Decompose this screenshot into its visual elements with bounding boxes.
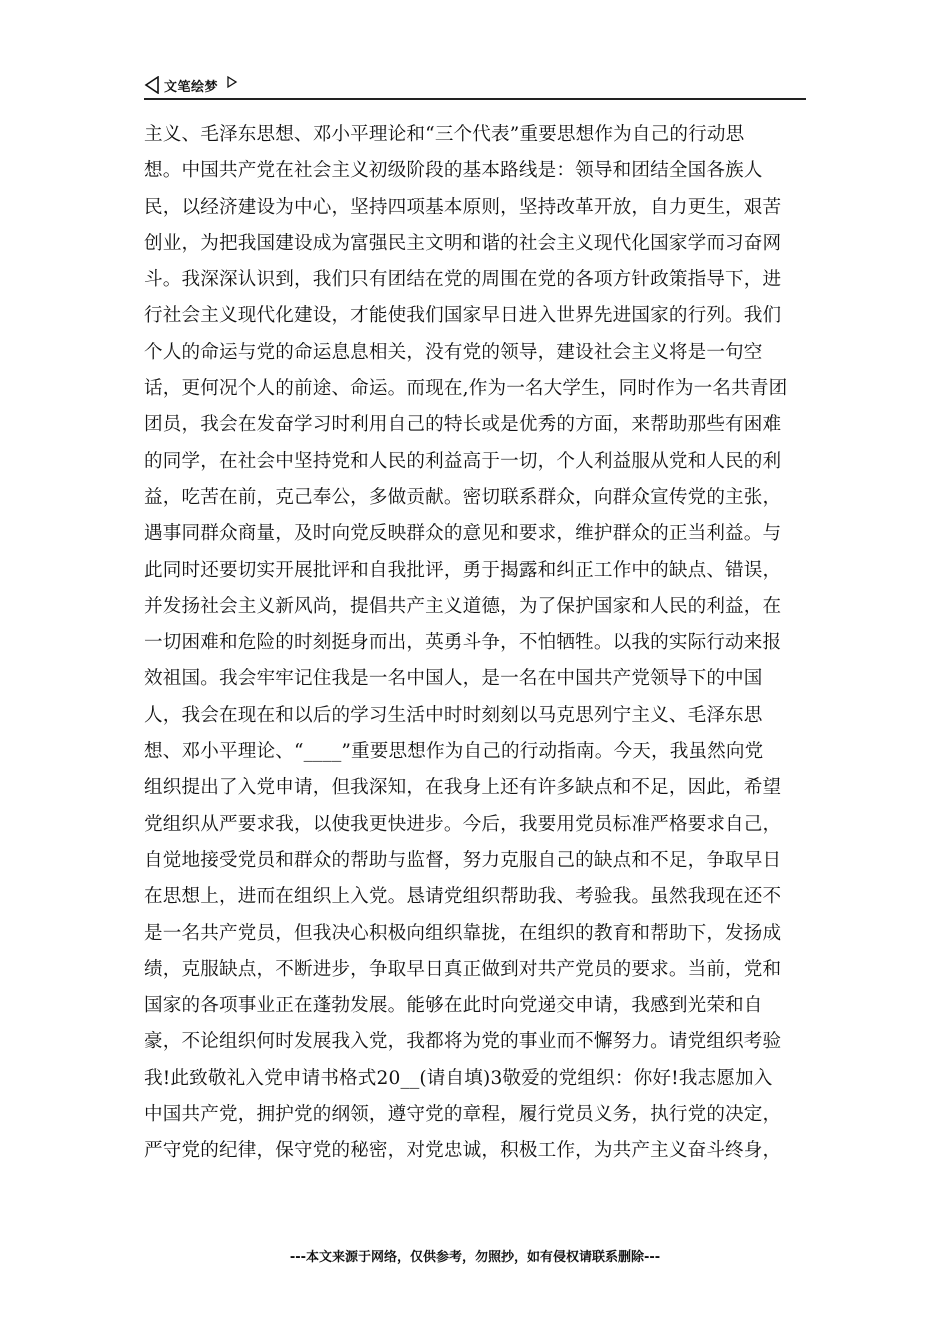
text-line: 主义、毛泽东思想、邓小平理论和“三个代表”重要思想作为自己的行动思 bbox=[144, 124, 745, 145]
document-body bbox=[144, 117, 812, 1170]
triangle-left-icon bbox=[144, 76, 160, 94]
text-line: 党组织从严要求我，以使我更快进步。今后，我要用党员标准严格要求自己， bbox=[144, 813, 782, 835]
text-line: 个人的命运与党的命运息息相关，没有党的领导，建设社会主义将是一句空 bbox=[144, 341, 763, 363]
text-line: 团员，我会在发奋学习时利用自己的特长或是优秀的方面，来帮助那些有困难 bbox=[144, 414, 782, 436]
text-line: 绩，克服缺点，不断进步，争取早日真正做到对共产党员的要求。当前，党和 bbox=[144, 958, 782, 980]
text-line: 遇事同群众商量，及时向党反映群众的意见和要求，维护群众的正当利益。与 bbox=[144, 523, 782, 545]
page-footer: ---本文来源于网络，仅供参考，勿照抄，如有侵权请联系删除--- bbox=[289, 1250, 661, 1265]
text-line: 想、邓小平理论、“____”重要思想作为自己的行动指南。今天，我虽然向党 bbox=[144, 741, 764, 763]
text-line: 国家的各项事业正在蓬勃发展。能够在此时向党递交申请，我感到光荣和自 bbox=[144, 995, 763, 1017]
text-line: 想。中国共产党在社会主义初级阶段的基本路线是：领导和团结全国各族人 bbox=[144, 160, 763, 182]
header-title: 文笔绘梦 bbox=[164, 79, 219, 95]
text-line: 行社会主义现代化建设，才能使我们国家早日进入世界先进国家的行列。我们 bbox=[144, 305, 782, 327]
text-line: 一切困难和危险的时刻挺身而出，英勇斗争，不怕牺牲。以我的实际行动来报 bbox=[144, 632, 782, 654]
header-brand bbox=[144, 74, 238, 96]
text-line: 严守党的纪律，保守党的秘密，对党忠诚，积极工作，为共产主义奋斗终身， bbox=[144, 1140, 782, 1162]
text-line: 是一名共产党员，但我决心积极向组织靠拢，在组织的教育和帮助下，发扬成 bbox=[144, 922, 782, 944]
text-line: 豪，不论组织何时发展我入党，我都将为党的事业而不懈努力。请党组织考验 bbox=[144, 1031, 782, 1053]
text-line: 中国共产党，拥护党的纲领，遵守党的章程，履行党员义务，执行党的决定， bbox=[144, 1104, 782, 1126]
text-line: 人，我会在现在和以后的学习生活中时时刻刻以马克思列宁主义、毛泽东思 bbox=[144, 704, 763, 726]
text-line: 创业，为把我国建设成为富强民主文明和谐的社会主义现代化国家学而习奋网 bbox=[144, 232, 782, 254]
text-line: 自觉地接受党员和群众的帮助与监督，努力克服自己的缺点和不足，争取早日 bbox=[144, 849, 782, 871]
text-line: 民，以经济建设为中心，坚持四项基本原则，坚持改革开放，自力更生，艰苦 bbox=[144, 196, 782, 218]
triangle-right-icon bbox=[226, 75, 238, 89]
text-line: 的同学，在社会中坚持党和人民的利益高于一切，个人利益服从党和人民的利 bbox=[144, 450, 782, 472]
text-line: 在思想上，进而在组织上入党。恳请党组织帮助我、考验我。虽然我现在还不 bbox=[144, 886, 782, 908]
text-line: 我!此致敬礼入党申请书格式20__(请自填)3敬爱的党组织：你好!我志愿加入 bbox=[144, 1067, 773, 1089]
text-line: 益，吃苦在前，克己奉公，多做贡献。密切联系群众，向群众宣传党的主张， bbox=[144, 486, 782, 508]
text-line: 并发扬社会主义新风尚，提倡共产主义道德，为了保护国家和人民的利益，在 bbox=[144, 595, 782, 617]
text-line: 此同时还要切实开展批评和自我批评，勇于揭露和纠正工作中的缺点、错误， bbox=[144, 559, 782, 581]
text-line: 斗。我深深认识到，我们只有团结在党的周围在党的各项方针政策指导下，进 bbox=[144, 269, 782, 291]
text-line: 组织提出了入党申请，但我深知，在我身上还有许多缺点和不足，因此，希望 bbox=[144, 777, 782, 799]
header-divider bbox=[144, 98, 806, 100]
page-header bbox=[144, 74, 806, 98]
text-line: 效祖国。我会牢牢记住我是一名中国人，是一名在中国共产党领导下的中国 bbox=[144, 668, 763, 690]
text-line: 话，更何况个人的前途、命运。而现在,作为一名大学生，同时作为一名共青团 bbox=[144, 378, 788, 400]
